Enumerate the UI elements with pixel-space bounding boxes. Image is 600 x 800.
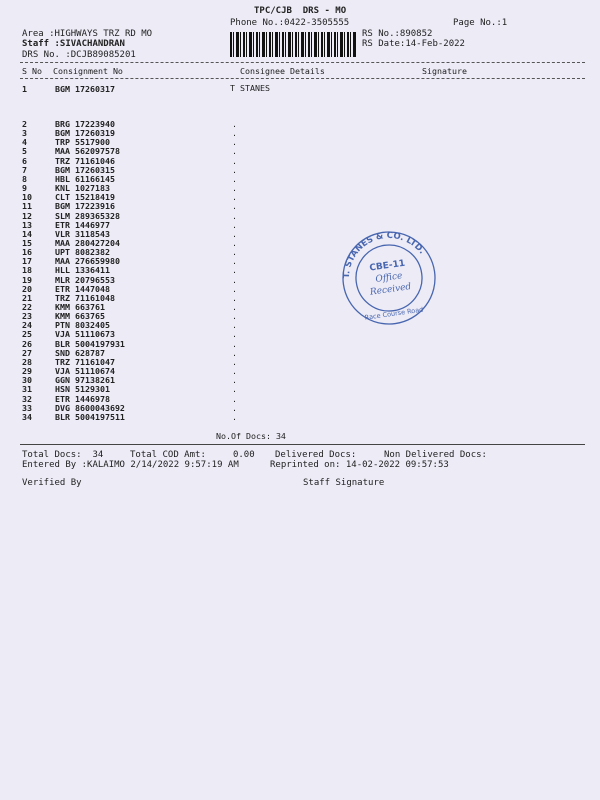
row-consignment: BGM 17223916: [55, 201, 115, 212]
staff-name: Staff :SIVACHANDRAN: [22, 39, 125, 49]
row-detail-mark: .: [232, 320, 237, 331]
drs-number: DRS No. :DCJB89085201: [22, 50, 136, 60]
row-consignment: BGM 17260317: [55, 84, 115, 94]
divider: [20, 444, 585, 445]
row-detail-mark: .: [232, 119, 237, 129]
row-consignment: HSN 5129301: [55, 384, 110, 395]
stamp-bottom-text: Race Course Road: [364, 305, 424, 322]
row-detail-mark: .: [232, 366, 237, 377]
row-consignment: UPT 8082382: [55, 247, 110, 258]
row-consignment: HLL 1336411: [55, 265, 110, 276]
row-consignment: BLR 5004197511: [55, 411, 125, 422]
row-sno: 24: [22, 320, 32, 331]
column-signature: Signature: [422, 66, 467, 76]
row-consignment: VJA 51110674: [55, 366, 115, 377]
row-sno: 5: [22, 146, 27, 157]
row-detail-mark: .: [232, 192, 237, 203]
divider: [20, 62, 585, 63]
row-sno: 26: [22, 338, 32, 349]
stamp-ring-text: T. STANES & CO. LTD.: [341, 230, 427, 279]
total-docs: Total Docs: 34: [22, 450, 104, 460]
row-consignment: MAA 562097578: [55, 146, 120, 157]
row-consignment: ETR 1447048: [55, 283, 110, 294]
row-detail-mark: .: [232, 228, 237, 239]
page-number: Page No.:1: [453, 18, 508, 28]
row-detail-mark: .: [232, 384, 237, 395]
row-sno: 11: [22, 201, 32, 212]
row-sno: 4: [22, 137, 27, 148]
row-consignment: DVG 8600043692: [55, 402, 125, 413]
divider: [20, 78, 585, 79]
reprinted-on: Reprinted on: 14-02-2022 09:57:53: [270, 460, 449, 470]
row-consignment: PTN 8032405: [55, 320, 110, 331]
row-sno: 2: [22, 119, 27, 129]
row-detail-mark: .: [232, 375, 237, 386]
document-title: TPC/CJB DRS - MO: [254, 6, 347, 16]
rs-number: RS No.:890852: [362, 29, 433, 39]
row-sno: 18: [22, 265, 32, 276]
row-sno: 10: [22, 192, 32, 203]
stamp-line2: Office: [374, 271, 404, 285]
row-sno: 17: [22, 256, 32, 267]
row-detail-mark: .: [232, 137, 237, 148]
row-consignee: T STANES: [230, 83, 270, 93]
row-consignment: VJA 51110673: [55, 329, 115, 340]
row-sno: 34: [22, 411, 32, 422]
barcode: [230, 32, 356, 57]
row-sno: 8: [22, 173, 27, 184]
row-detail-mark: .: [232, 302, 237, 312]
row-detail-mark: .: [232, 210, 237, 221]
row-sno: 13: [22, 219, 32, 230]
row-consignment: MLR 20796553: [55, 274, 115, 285]
row-detail-mark: .: [232, 329, 237, 340]
non-delivered-docs: Non Delivered Docs:: [384, 450, 487, 460]
stamp-line3: Received: [369, 282, 412, 298]
row-detail-mark: .: [232, 183, 237, 194]
row-consignment: TRZ 71161046: [55, 155, 115, 166]
row-detail-mark: .: [232, 164, 237, 175]
row-sno: 29: [22, 366, 32, 377]
row-sno: 12: [22, 210, 32, 221]
row-detail-mark: .: [232, 237, 237, 248]
row-consignment: TRZ 71161047: [55, 356, 115, 367]
row-sno: 15: [22, 237, 32, 248]
row-consignment: ETR 1446978: [55, 393, 110, 404]
total-cod: Total COD Amt: 0.00: [130, 450, 255, 460]
row-detail-mark: .: [232, 201, 237, 212]
row-detail-mark: .: [232, 411, 237, 422]
phone-number: Phone No.:0422-3505555: [230, 18, 350, 28]
row-detail-mark: .: [232, 356, 237, 367]
row-consignment: BLR 5004197931: [55, 338, 125, 349]
row-consignment: TRP 5517900: [55, 137, 110, 148]
row-consignment: KMM 663761: [55, 302, 105, 312]
row-detail-mark: .: [232, 265, 237, 276]
row-consignment: MAA 280427204: [55, 237, 120, 248]
row-sno: 28: [22, 356, 32, 367]
row-sno: 3: [22, 128, 27, 139]
row-sno: 16: [22, 247, 32, 258]
column-consignment: Consignment No: [53, 66, 123, 76]
row-consignment: GGN 97138261: [55, 375, 115, 386]
row-sno: 20: [22, 283, 32, 294]
area-label: Area :HIGHWAYS TRZ RD MO: [22, 29, 153, 39]
row-consignment: KNL 1027183: [55, 183, 110, 194]
row-consignment: BGM 17260319: [55, 128, 115, 139]
row-sno: 9: [22, 183, 27, 194]
row-consignment: BRG 17223940: [55, 119, 115, 129]
row-sno: 14: [22, 228, 32, 239]
row-detail-mark: .: [232, 347, 237, 358]
row-consignment: CLT 15218419: [55, 192, 115, 203]
row-detail-mark: .: [232, 256, 237, 267]
row-sno: 32: [22, 393, 32, 404]
column-consignee: Consignee Details: [240, 66, 325, 76]
row-detail-mark: .: [232, 155, 237, 166]
received-stamp: [330, 221, 449, 335]
row-sno: 19: [22, 274, 32, 285]
row-sno: 27: [22, 347, 32, 358]
row-sno: 21: [22, 292, 32, 303]
row-detail-mark: .: [232, 274, 237, 285]
row-consignment: SND 628787: [55, 347, 105, 358]
row-consignment: TRZ 71161048: [55, 292, 115, 303]
row-consignment: VLR 3118543: [55, 228, 110, 239]
row-sno: 7: [22, 164, 27, 175]
row-sno: 25: [22, 329, 32, 340]
table-row: [22, 413, 282, 422]
row-sno: 33: [22, 402, 32, 413]
row-consignment: BGM 17260315: [55, 164, 115, 175]
row-detail-mark: .: [232, 402, 237, 413]
row-detail-mark: .: [232, 292, 237, 303]
column-sno: S No: [22, 66, 42, 76]
row-consignment: MAA 276659980: [55, 256, 120, 267]
delivered-docs: Delivered Docs:: [275, 450, 357, 460]
row-detail-mark: .: [232, 393, 237, 404]
row-sno: 30: [22, 375, 32, 386]
entered-by: Entered By :KALAIMO 2/14/2022 9:57:19 AM: [22, 460, 239, 470]
row-detail-mark: .: [232, 128, 237, 139]
stamp-line1: CBE-11: [368, 258, 406, 274]
row-consignment: ETR 1446977: [55, 219, 110, 230]
verified-by: Verified By: [22, 478, 82, 488]
table-row: [22, 202, 282, 211]
row-detail-mark: .: [232, 283, 237, 294]
row-consignment: SLM 289365328: [55, 210, 120, 221]
row-detail-mark: .: [232, 219, 237, 230]
row-sno: 1: [22, 84, 27, 94]
table-row: [22, 385, 282, 394]
rs-date: RS Date:14-Feb-2022: [362, 39, 465, 49]
row-sno: 31: [22, 384, 32, 395]
row-sno: 22: [22, 302, 32, 312]
row-detail-mark: .: [232, 311, 237, 322]
row-consignment: HBL 61166145: [55, 173, 115, 184]
row-detail-mark: .: [232, 173, 237, 184]
staff-signature: Staff Signature: [303, 478, 385, 488]
row-sno: 23: [22, 311, 32, 322]
row-sno: 6: [22, 155, 27, 166]
row-detail-mark: .: [232, 146, 237, 157]
row-detail-mark: .: [232, 247, 237, 258]
no-of-docs: No.Of Docs: 34: [216, 431, 286, 441]
row-detail-mark: .: [232, 338, 237, 349]
row-consignment: KMM 663765: [55, 311, 105, 322]
